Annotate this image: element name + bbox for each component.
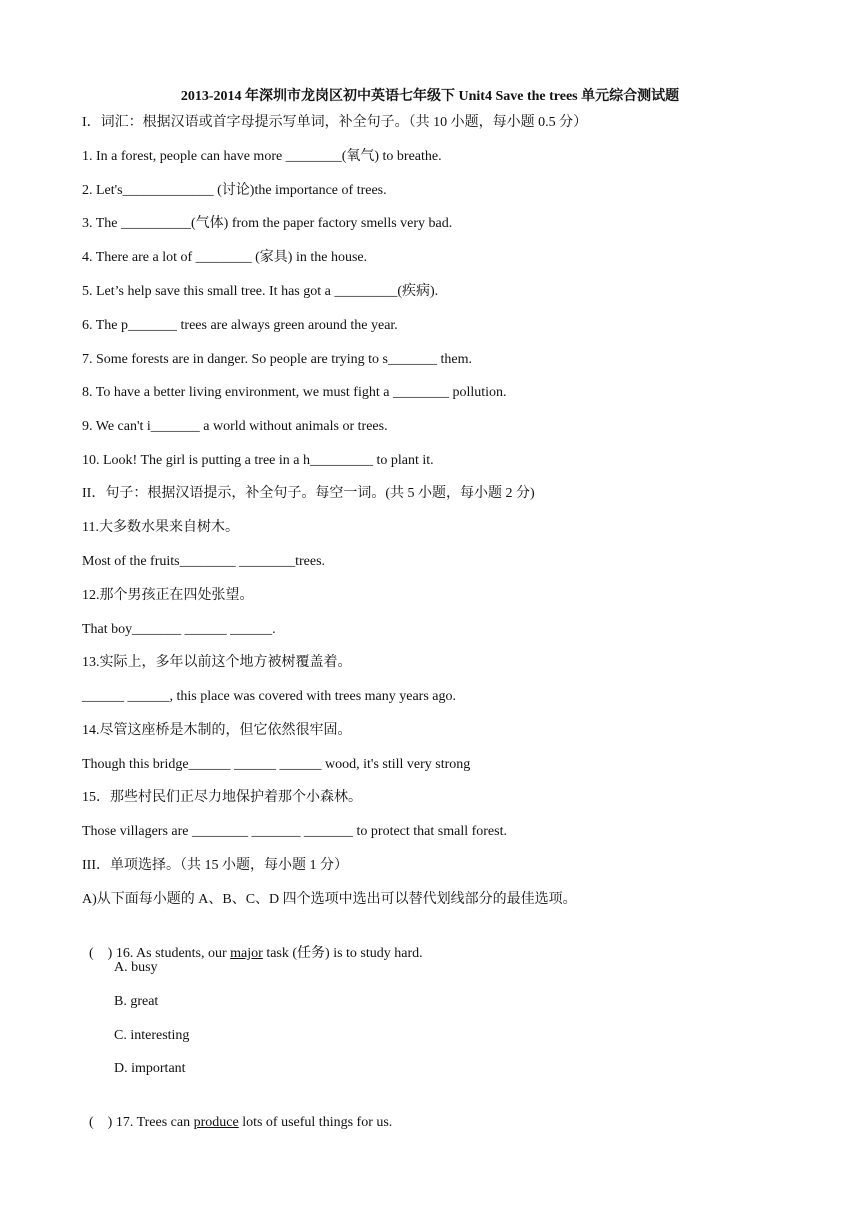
text-line: 12.那个男孩正在四处张望。: [82, 588, 254, 603]
text-line: 10. Look! The girl is putting a tree in a h_________ to plant it.: [82, 453, 434, 468]
text-line: 1. In a forest, people can have more ________(氧气) to breathe.: [82, 149, 442, 164]
option-b: B. great: [114, 994, 159, 1009]
question-17-prefix: ( ) 17. Trees can: [89, 1115, 194, 1130]
text-line: II．句子：根据汉语提示，补全句子。每空一词。(共 5 小题，每小题 2 分): [82, 486, 535, 501]
page-title: 2013-2014 年深圳市龙岗区初中英语七年级下 Unit4 Save the trees 单元综合测试题: [180, 89, 680, 104]
text-line: 8. To have a better living environment, we must fight a ________ pollution.: [82, 385, 507, 400]
question-17-suffix: lots of useful things for us.: [238, 1115, 393, 1130]
option-a: A. busy: [114, 960, 158, 975]
question-16-prefix: ( ) 16. As students, our: [89, 946, 231, 961]
text-line: 7. Some forests are in danger. So people are trying to s_______ them.: [82, 352, 472, 367]
text-line: 11.大多数水果来自树木。: [82, 520, 239, 535]
text-line: ______ ______, this place was covered with trees many years ago.: [82, 689, 457, 704]
text-line: 14.尽管这座桥是木制的，但它依然很牢固。: [82, 723, 352, 738]
text-line: I．词汇：根据汉语或首字母提示写单词，补全句子。（共 10 小题，每小题 0.5 分）: [82, 115, 588, 130]
question-16-underlined-word: major: [230, 946, 263, 961]
text-line: Those villagers are ________ _______ _______ to protect that small forest.: [82, 824, 507, 839]
text-line: 6. The p_______ trees are always green around the year.: [82, 318, 398, 333]
text-line: 9. We can't i_______ a world without animals or trees.: [82, 419, 388, 434]
question-17: [82, 1093, 392, 1133]
text-line: A)从下面每小题的 A、B、C、D 四个选项中选出可以替代划线部分的最佳选项。: [82, 892, 577, 907]
text-line: 2. Let's_____________ (讨论)the importance of trees.: [82, 183, 387, 198]
option-c: C. interesting: [114, 1028, 190, 1043]
text-line: 4. There are a lot of ________ (家具) in the house.: [82, 250, 368, 265]
question-16-suffix: task (任务) is to study hard.: [262, 946, 423, 961]
text-line: 3. The __________(气体) from the paper factory smells very bad.: [82, 216, 453, 231]
text-line: 13.实际上，多年以前这个地方被树覆盖着。: [82, 655, 352, 670]
question-17-underlined-word: produce: [193, 1115, 239, 1130]
text-line: 5. Let’s help save this small tree. It has got a _________(疾病).: [82, 284, 439, 299]
text-line: That boy_______ ______ ______.: [82, 622, 276, 637]
text-line: III．单项选择。（共 15 小题，每小题 1 分）: [82, 858, 348, 873]
text-line: Though this bridge______ ______ ______ wood, it's still very strong: [82, 757, 471, 772]
text-line: Most of the fruits________ ________trees.: [82, 554, 326, 569]
option-d: D. important: [114, 1061, 186, 1076]
text-line: 15．那些村民们正尽力地保护着那个小森林。: [82, 790, 362, 805]
